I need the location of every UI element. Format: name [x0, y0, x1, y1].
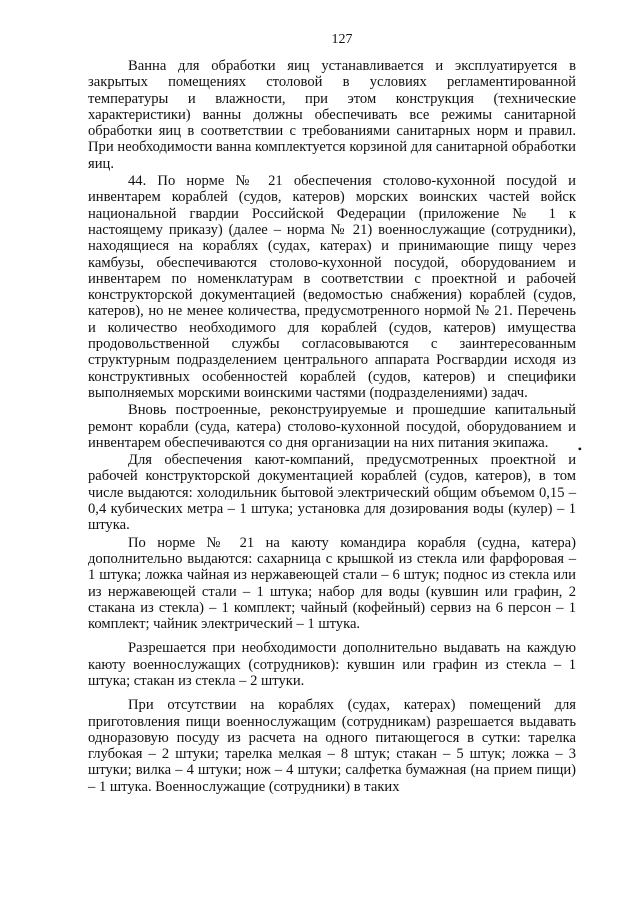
scan-speck-mark: • — [577, 442, 582, 456]
paragraph-wardroom: Для обеспечения кают-компаний, предусмотренных проектной и рабочей конструкторской документацией кораблей (судов, катеров), в том числе выдаются: холодильник бытовой электрический общим объемом 0,15 – 0,4 кубических метра – 1 штука; установка для дозирования воды (кулер) – 1 штука. — [88, 452, 576, 534]
paragraph-additional-cabin: Разрешается при необходимости дополнительно выдавать на каждую каюту военнослужащих (сотрудников): кувшин или графин из стекла – 1 штука; стакан из стекла – 2 штуки. — [88, 640, 576, 689]
paragraph-commander-cabin: По норме № 21 на каюту командира корабля (судна, катера) дополнительно выдаются: сахарница с крышкой из стекла или фарфоровая – 1 штука; ложка чайная из нержавеющей стали – 6 штук; поднос из стекла или из нержавеющей стали – 1 штука; набор для воды (кувшин или графин, 2 стакана из стекла) – 1 комплект; чайный (кофейный) сервиз на 6 персон – 1 комплект; чайник электрический – 1 штука. — [88, 534, 576, 633]
paragraph-new-ships: Вновь построенные, реконструируемые и прошедшие капитальный ремонт корабли (суда, катера) столово-кухонной посудой, оборудованием и инвентарем обеспечиваются со дня организации на них питания экипажа. — [88, 402, 576, 451]
paragraph-disposable-dishes: При отсутствии на кораблях (судах, катерах) помещений для приготовления пищи военнослужащим (сотрудникам) разрешается выдавать одноразовую посуду из расчета на одного питающегося в сутки: тарелка глубокая – 2 штуки; тарелка мелкая – 8 штук; стакан – 5 штук; ложка – 3 штуки; вилка – 4 штуки; нож – 4 штуки; салфетка бумажная (на прием пищи) – 1 штука. Военнослужащие (сотрудники) в таких — [88, 697, 576, 795]
page-number: 127 — [331, 32, 353, 47]
paragraph-item-44: 44. По норме № 21 обеспечения столово-кухонной посудой и инвентарем кораблей (судов, катеров) морских воинских частей войск национальной гвардии Российской Федерации (приложение № 1 к настоящему приказу) (далее – норма № 21) военнослужащие (сотрудники), находящиеся на кораблях (судах, катерах) и принимающие пищу через камбузы, обеспечиваются столово-кухонной посудой, оборудованием и инвентарем по номенклатурам в соответствии с проектной и рабочей конструкторской документацией (ведомостью снабжения) кораблей (судов, катеров), но не менее количества, предусмотренного нормой № 21. Перечень и количество необходимого для кораблей (судов, катеров) имущества продовольственной службы согласовываются с заинтересованным структурным подразделением центрального аппарата Росгвардии исходя из конструктивных особенностей кораблей (судов, катеров) и специфики выполняемых морскими воинскими частями (подразделениями) задач. — [88, 173, 576, 401]
paragraph-egg-bath: Ванна для обработки яиц устанавливается и эксплуатируется в закрытых помещениях столовой в условиях регламентированной температуры и влажности, при этом конструкция (технические характеристики) ванны должны обеспечивать все режимы санитарной обработки яиц в соответствии с требованиями санитарных норм и правил. При необходимости ванна комплектуется корзиной для санитарной обработки яиц. — [88, 58, 576, 172]
